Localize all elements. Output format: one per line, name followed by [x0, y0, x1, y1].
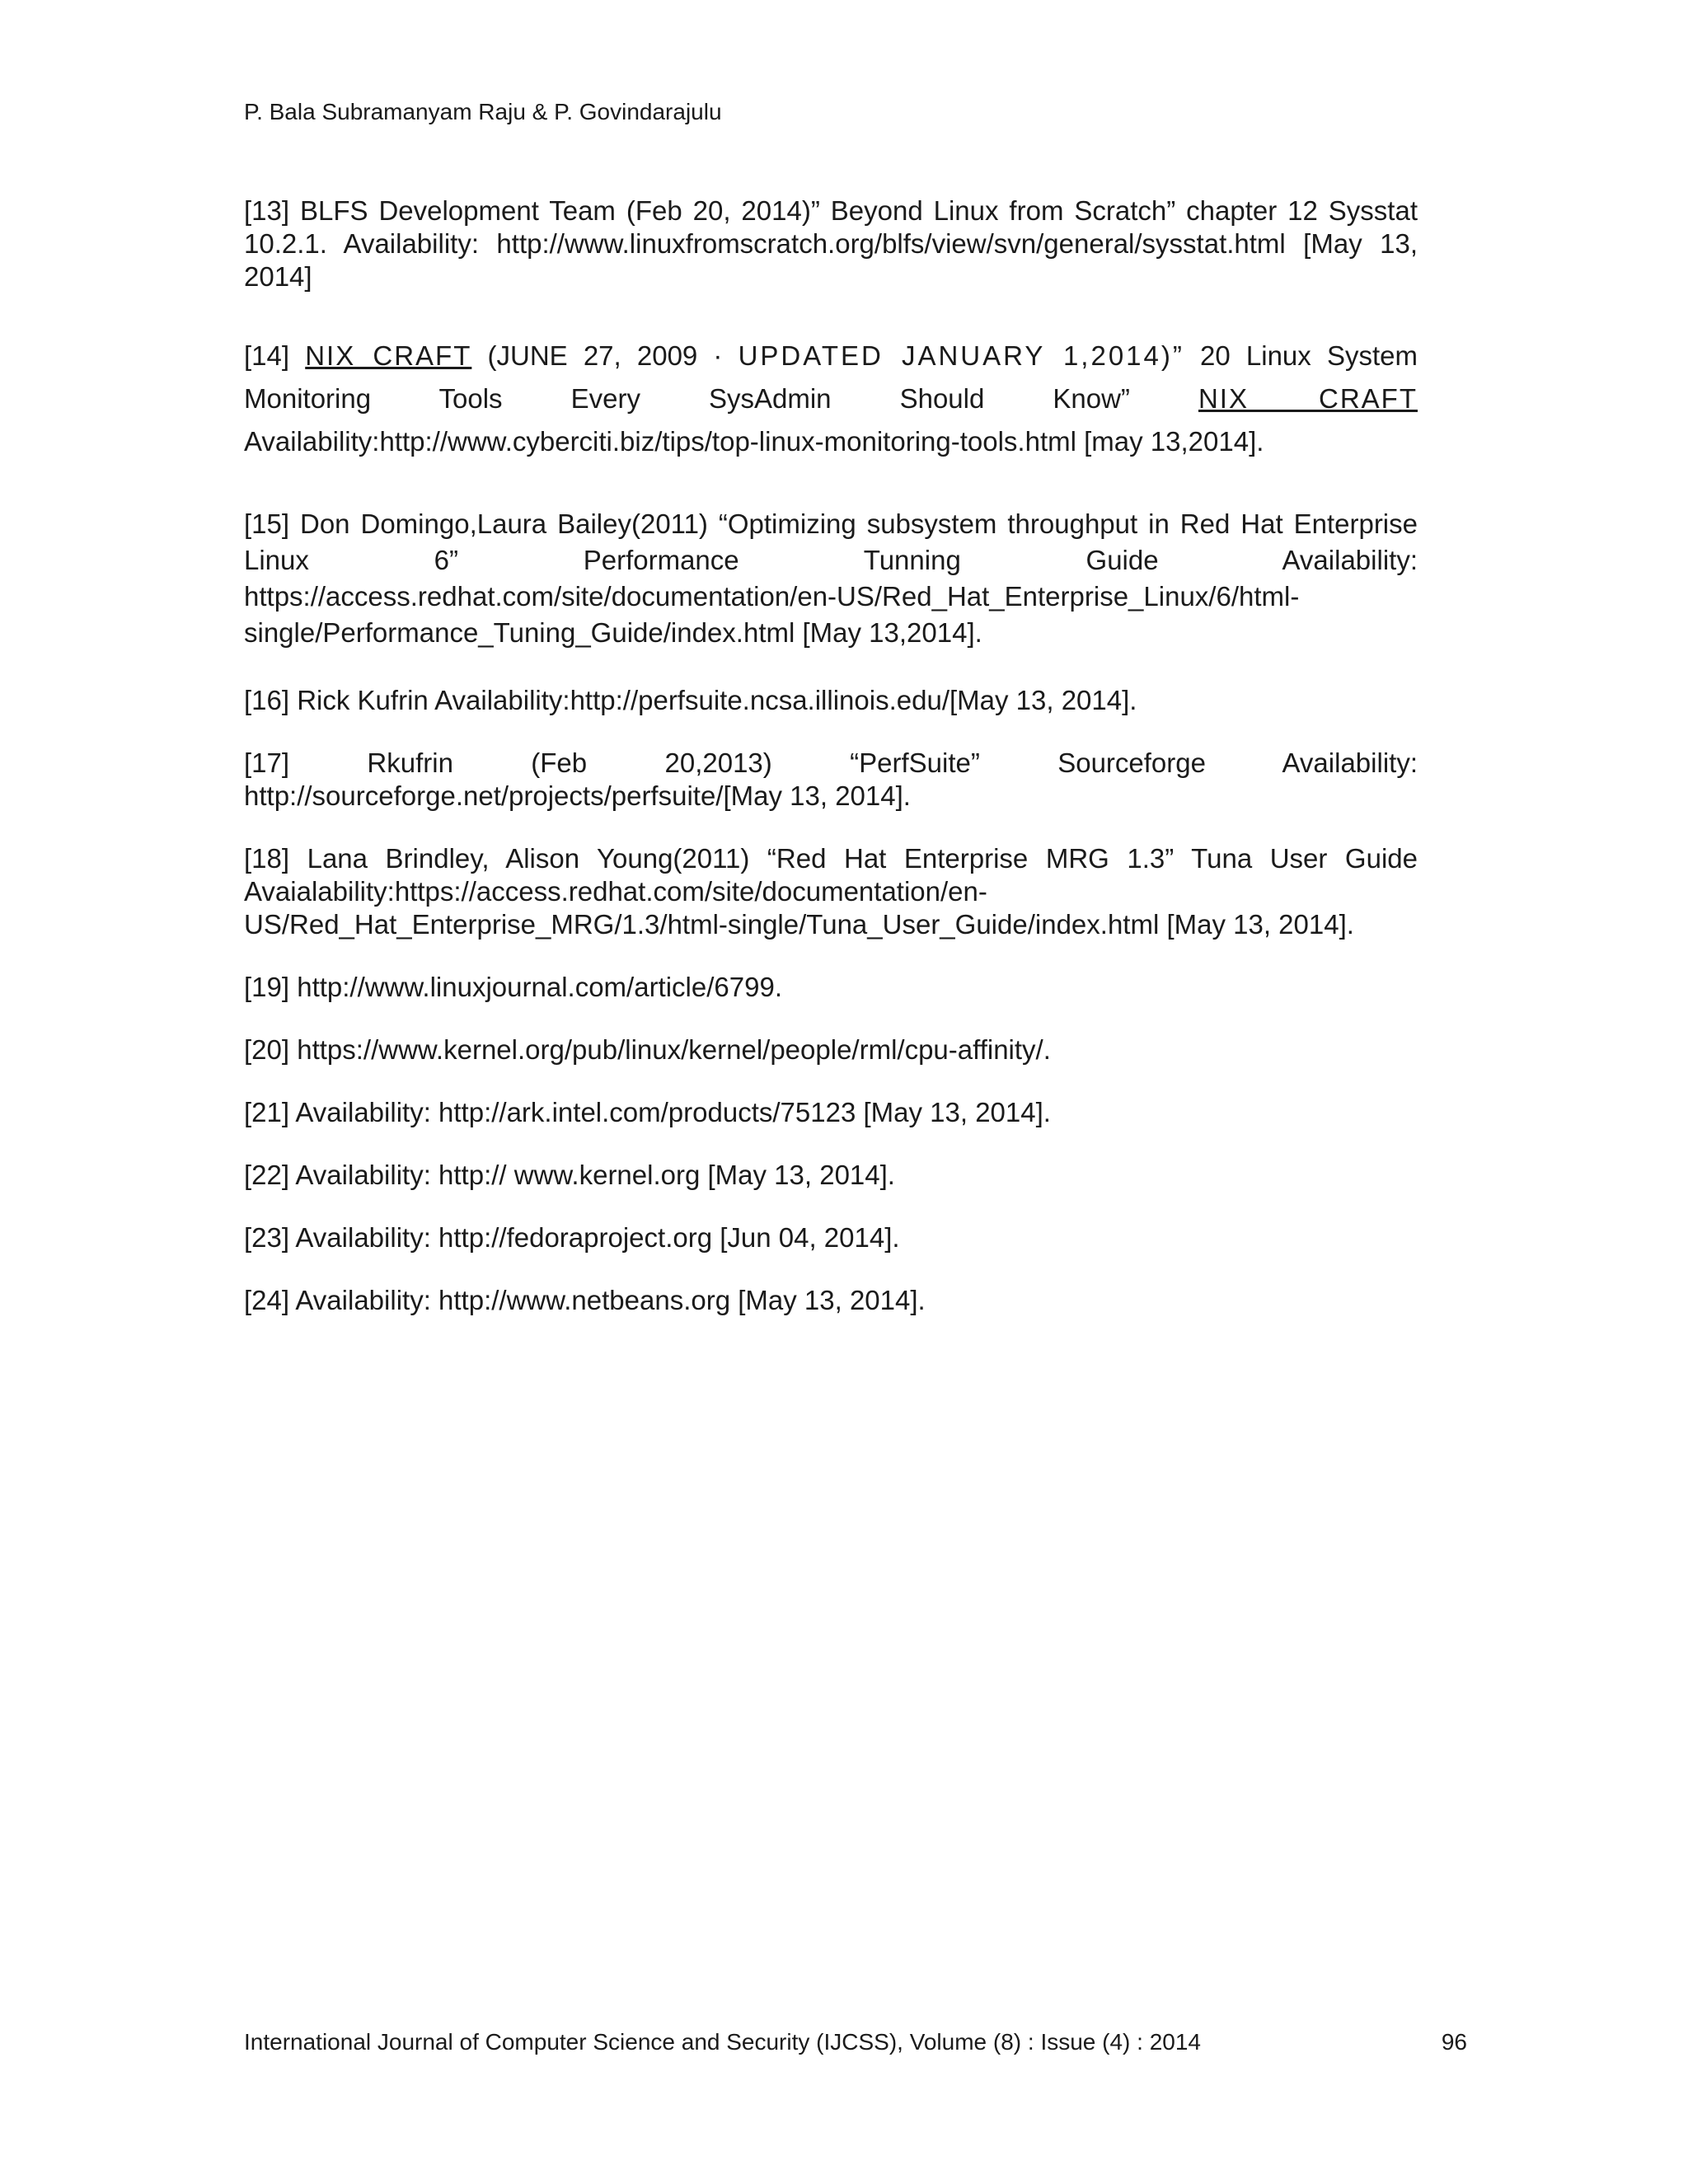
reference-19-line-1: [19] http://www.linuxjournal.com/article/6799.: [244, 972, 782, 1002]
nix-craft-link-2[interactable]: NIX CRAFT: [1198, 383, 1418, 414]
reference-23-line-1: [23] Availability: http://fedoraproject.org [Jun 04, 2014].: [244, 1222, 900, 1253]
reference-16-line-1: [16] Rick Kufrin Availability:http://perfsuite.ncsa.illinois.edu/[May 13, 2014].: [244, 685, 1137, 715]
reference-13-line-1: [13] BLFS Development Team (Feb 20, 2014)” Beyond Linux from Scratch” chapter 12 Sysstat: [244, 195, 1418, 226]
reference-16: [244, 684, 1418, 717]
reference-19: [244, 971, 1418, 1004]
reference-13: [244, 194, 1418, 293]
page-number: 96: [1441, 2029, 1467, 2055]
reference-20: [244, 1033, 1418, 1066]
reference-18-line-2: Avaialability:https://access.redhat.com/site/documentation/en-: [244, 876, 987, 907]
reference-24: [244, 1284, 1418, 1317]
reference-18-line-1: [18] Lana Brindley, Alison Young(2011) “Red Hat Enterprise MRG 1.3” Tuna User Guide: [244, 843, 1418, 874]
reference-20-line-1: [20] https://www.kernel.org/pub/linux/kernel/people/rml/cpu-affinity/.: [244, 1034, 1051, 1065]
reference-15-line-4: single/Performance_Tuning_Guide/index.html [May 13,2014].: [244, 617, 982, 648]
reference-18-line-3: US/Red_Hat_Enterprise_MRG/1.3/html-single/Tuna_User_Guide/index.html [May 13, 2014].: [244, 909, 1354, 940]
reference-14-updated: UPDATED JANUARY 1,2014)”: [738, 340, 1184, 371]
reference-15-line-3: https://access.redhat.com/site/documentation/en-US/Red_Hat_Enterprise_Linux/6/html-: [244, 581, 1300, 612]
reference-23: [244, 1221, 1418, 1254]
reference-14-line-3: Availability:http://www.cyberciti.biz/tips/top-linux-monitoring-tools.html [may 13,2014].: [244, 426, 1264, 457]
reference-14: [244, 335, 1418, 463]
reference-14-line-2: [244, 377, 1418, 420]
reference-18: [244, 842, 1418, 941]
reference-24-line-1: [24] Availability: http://www.netbeans.org [May 13, 2014].: [244, 1285, 926, 1315]
reference-14-number: [14]: [244, 340, 290, 371]
reference-17-line-1: [17] Rkufrin (Feb 20,2013) “PerfSuite” Sourceforge Availability:: [244, 748, 1418, 778]
reference-17: [244, 747, 1418, 813]
reference-15-line-2: Linux 6” Performance Tunning Guide Availability:: [244, 545, 1418, 575]
reference-22-line-1: [22] Availability: http:// www.kernel.org [May 13, 2014].: [244, 1160, 895, 1190]
reference-15-line-1: [15] Don Domingo,Laura Bailey(2011) “Optimizing subsystem throughput in Red Hat Enterprise: [244, 509, 1418, 539]
reference-22: [244, 1159, 1418, 1192]
reference-21: [244, 1096, 1418, 1129]
page-footer: [244, 2027, 1467, 2057]
footer-journal-info: International Journal of Computer Science and Security (IJCSS), Volume (8) : Issue (4) : 2014: [244, 2029, 1202, 2055]
reference-13-line-2: 10.2.1. Availability: http://www.linuxfromscratch.org/blfs/view/svn/general/sysstat.html [May 13,: [244, 228, 1418, 259]
reference-14-title-start: 20 Linux System: [1200, 340, 1418, 371]
references-list: [244, 194, 1418, 1347]
reference-15: [244, 506, 1418, 651]
reference-21-line-1: [21] Availability: http://ark.intel.com/products/75123 [May 13, 2014].: [244, 1097, 1051, 1127]
running-header-authors: P. Bala Subramanyam Raju & P. Govindarajulu: [244, 99, 722, 124]
reference-14-title-end: Monitoring Tools Every SysAdmin Should Know”: [244, 383, 1130, 414]
reference-17-line-2: http://sourceforge.net/projects/perfsuite/[May 13, 2014].: [244, 780, 911, 811]
nix-craft-link[interactable]: NIX CRAFT: [305, 340, 472, 371]
reference-14-date: (JUNE 27, 2009 ·: [487, 340, 723, 371]
reference-13-line-3: 2014]: [244, 261, 312, 292]
reference-14-line-1: [244, 335, 1418, 377]
